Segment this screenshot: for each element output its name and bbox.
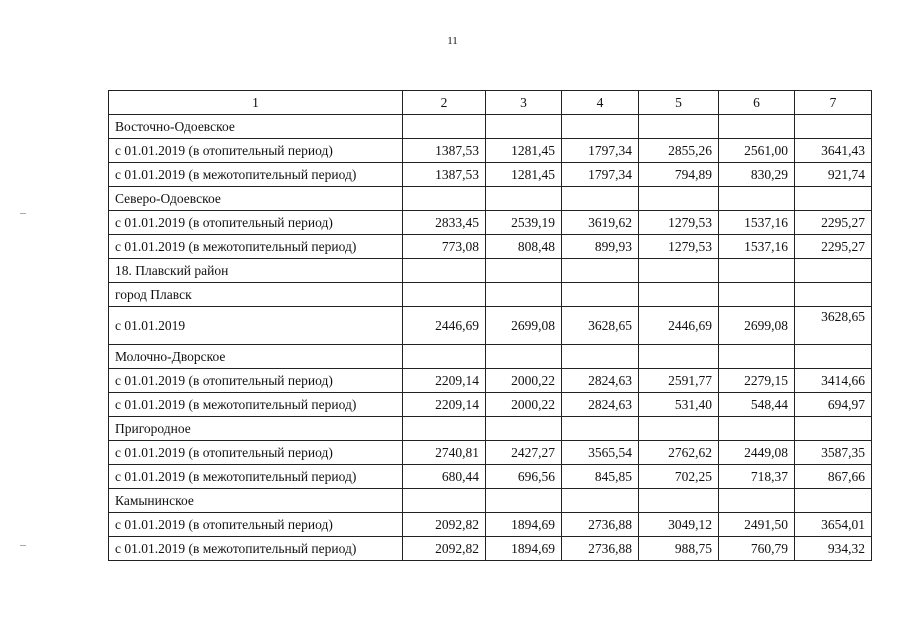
value-cell: [639, 417, 719, 441]
value-cell: [719, 259, 795, 283]
row-label: Северо-Одоевское: [109, 187, 403, 211]
value-cell: 794,89: [639, 163, 719, 187]
value-cell: 2427,27: [486, 441, 562, 465]
value-cell: [562, 115, 639, 139]
value-cell: 899,93: [562, 235, 639, 259]
table-row: [109, 115, 872, 139]
table-row: [109, 139, 872, 163]
value-cell: [719, 417, 795, 441]
value-cell: [562, 187, 639, 211]
value-cell: 921,74: [795, 163, 872, 187]
header-cell: 1: [109, 91, 403, 115]
table-row: [109, 235, 872, 259]
value-cell: 808,48: [486, 235, 562, 259]
value-cell: [639, 345, 719, 369]
value-cell: 760,79: [719, 537, 795, 561]
value-cell: [486, 417, 562, 441]
value-cell: [562, 417, 639, 441]
value-cell: 2295,27: [795, 235, 872, 259]
table-row: [109, 369, 872, 393]
value-cell: 3587,35: [795, 441, 872, 465]
value-cell: [719, 187, 795, 211]
table-row: [109, 283, 872, 307]
value-cell: 2736,88: [562, 537, 639, 561]
header-cell: 3: [486, 91, 562, 115]
row-label: с 01.01.2019 (в отопительный период): [109, 369, 403, 393]
value-cell: 2449,08: [719, 441, 795, 465]
table-row: [109, 417, 872, 441]
value-cell: 1894,69: [486, 513, 562, 537]
value-cell: 830,29: [719, 163, 795, 187]
value-cell: 3641,43: [795, 139, 872, 163]
value-cell: [562, 489, 639, 513]
row-label: Пригородное: [109, 417, 403, 441]
value-cell: 2699,08: [486, 307, 562, 345]
value-cell: [403, 283, 486, 307]
value-cell: [403, 489, 486, 513]
value-cell: 1537,16: [719, 211, 795, 235]
value-cell: 3654,01: [795, 513, 872, 537]
row-label: с 01.01.2019 (в межотопительный период): [109, 393, 403, 417]
value-cell: 773,08: [403, 235, 486, 259]
value-cell: [795, 259, 872, 283]
row-label: с 01.01.2019 (в межотопительный период): [109, 235, 403, 259]
value-cell: 845,85: [562, 465, 639, 489]
value-cell: [639, 283, 719, 307]
value-cell: [719, 283, 795, 307]
row-label: Молочно-Дворское: [109, 345, 403, 369]
value-cell: [639, 115, 719, 139]
table-row: [109, 187, 872, 211]
row-label: с 01.01.2019 (в отопительный период): [109, 513, 403, 537]
row-label: с 01.01.2019 (в межотопительный период): [109, 537, 403, 561]
value-cell: 548,44: [719, 393, 795, 417]
header-cell: 6: [719, 91, 795, 115]
value-cell: [486, 187, 562, 211]
value-cell: 934,32: [795, 537, 872, 561]
value-cell: 2762,62: [639, 441, 719, 465]
row-label: 18. Плавский район: [109, 259, 403, 283]
table-body: [109, 91, 872, 561]
value-cell: 2824,63: [562, 393, 639, 417]
scan-artifact: [20, 545, 26, 546]
row-label: с 01.01.2019 (в отопительный период): [109, 139, 403, 163]
value-cell: 2446,69: [639, 307, 719, 345]
value-cell: [403, 115, 486, 139]
row-label: с 01.01.2019 (в отопительный период): [109, 211, 403, 235]
value-cell: [795, 283, 872, 307]
value-cell: 3628,65: [795, 307, 872, 345]
value-cell: 3619,62: [562, 211, 639, 235]
header-cell: 4: [562, 91, 639, 115]
value-cell: [795, 489, 872, 513]
row-label: с 01.01.2019 (в отопительный период): [109, 441, 403, 465]
row-label: Камынинское: [109, 489, 403, 513]
value-cell: [795, 345, 872, 369]
row-label: с 01.01.2019: [109, 307, 403, 345]
row-label: Восточно-Одоевское: [109, 115, 403, 139]
value-cell: 1279,53: [639, 211, 719, 235]
value-cell: [795, 115, 872, 139]
value-cell: 2209,14: [403, 393, 486, 417]
header-row: [109, 91, 872, 115]
value-cell: 2855,26: [639, 139, 719, 163]
value-cell: [639, 489, 719, 513]
value-cell: [719, 345, 795, 369]
value-cell: 531,40: [639, 393, 719, 417]
tariff-table: [108, 90, 872, 561]
table-row: [109, 465, 872, 489]
value-cell: 3414,66: [795, 369, 872, 393]
header-cell: 2: [403, 91, 486, 115]
header-cell: 7: [795, 91, 872, 115]
value-cell: 2491,50: [719, 513, 795, 537]
value-cell: 1797,34: [562, 163, 639, 187]
value-cell: 988,75: [639, 537, 719, 561]
value-cell: 3628,65: [562, 307, 639, 345]
value-cell: 2092,82: [403, 537, 486, 561]
value-cell: [486, 489, 562, 513]
value-cell: [795, 417, 872, 441]
table-row: [109, 259, 872, 283]
row-label: город Плавск: [109, 283, 403, 307]
table-row: [109, 393, 872, 417]
value-cell: 702,25: [639, 465, 719, 489]
value-cell: 867,66: [795, 465, 872, 489]
value-cell: [403, 187, 486, 211]
value-cell: 1387,53: [403, 139, 486, 163]
value-cell: 2591,77: [639, 369, 719, 393]
table-row: [109, 211, 872, 235]
value-cell: 1894,69: [486, 537, 562, 561]
value-cell: 2000,22: [486, 393, 562, 417]
table-row: [109, 513, 872, 537]
value-cell: 1797,34: [562, 139, 639, 163]
table-row: [109, 537, 872, 561]
value-cell: 2000,22: [486, 369, 562, 393]
value-cell: 2699,08: [719, 307, 795, 345]
value-cell: 2209,14: [403, 369, 486, 393]
value-cell: 1279,53: [639, 235, 719, 259]
value-cell: 2740,81: [403, 441, 486, 465]
header-cell: 5: [639, 91, 719, 115]
table-row: [109, 307, 872, 345]
value-cell: 2539,19: [486, 211, 562, 235]
value-cell: 2561,00: [719, 139, 795, 163]
value-cell: 3565,54: [562, 441, 639, 465]
value-cell: [486, 259, 562, 283]
value-cell: 2092,82: [403, 513, 486, 537]
value-cell: 2295,27: [795, 211, 872, 235]
table-row: [109, 345, 872, 369]
row-label: с 01.01.2019 (в межотопительный период): [109, 163, 403, 187]
value-cell: [639, 187, 719, 211]
value-cell: 718,37: [719, 465, 795, 489]
page-number: 11: [447, 35, 458, 47]
value-cell: 1281,45: [486, 139, 562, 163]
value-cell: 694,97: [795, 393, 872, 417]
value-cell: 3049,12: [639, 513, 719, 537]
value-cell: 696,56: [486, 465, 562, 489]
value-cell: 2736,88: [562, 513, 639, 537]
value-cell: [403, 417, 486, 441]
value-cell: 2833,45: [403, 211, 486, 235]
value-cell: [562, 259, 639, 283]
value-cell: [562, 283, 639, 307]
value-cell: [719, 115, 795, 139]
table-row: [109, 489, 872, 513]
value-cell: [403, 345, 486, 369]
value-cell: 1537,16: [719, 235, 795, 259]
value-cell: [486, 115, 562, 139]
value-cell: [403, 259, 486, 283]
scan-artifact: [20, 213, 26, 214]
value-cell: 2824,63: [562, 369, 639, 393]
value-cell: 680,44: [403, 465, 486, 489]
value-cell: [719, 489, 795, 513]
value-cell: 2279,15: [719, 369, 795, 393]
table-row: [109, 441, 872, 465]
value-cell: [486, 345, 562, 369]
value-cell: [486, 283, 562, 307]
value-cell: [639, 259, 719, 283]
row-label: с 01.01.2019 (в межотопительный период): [109, 465, 403, 489]
value-cell: 1387,53: [403, 163, 486, 187]
table-row: [109, 163, 872, 187]
value-cell: 2446,69: [403, 307, 486, 345]
value-cell: 1281,45: [486, 163, 562, 187]
value-cell: [562, 345, 639, 369]
value-cell: [795, 187, 872, 211]
